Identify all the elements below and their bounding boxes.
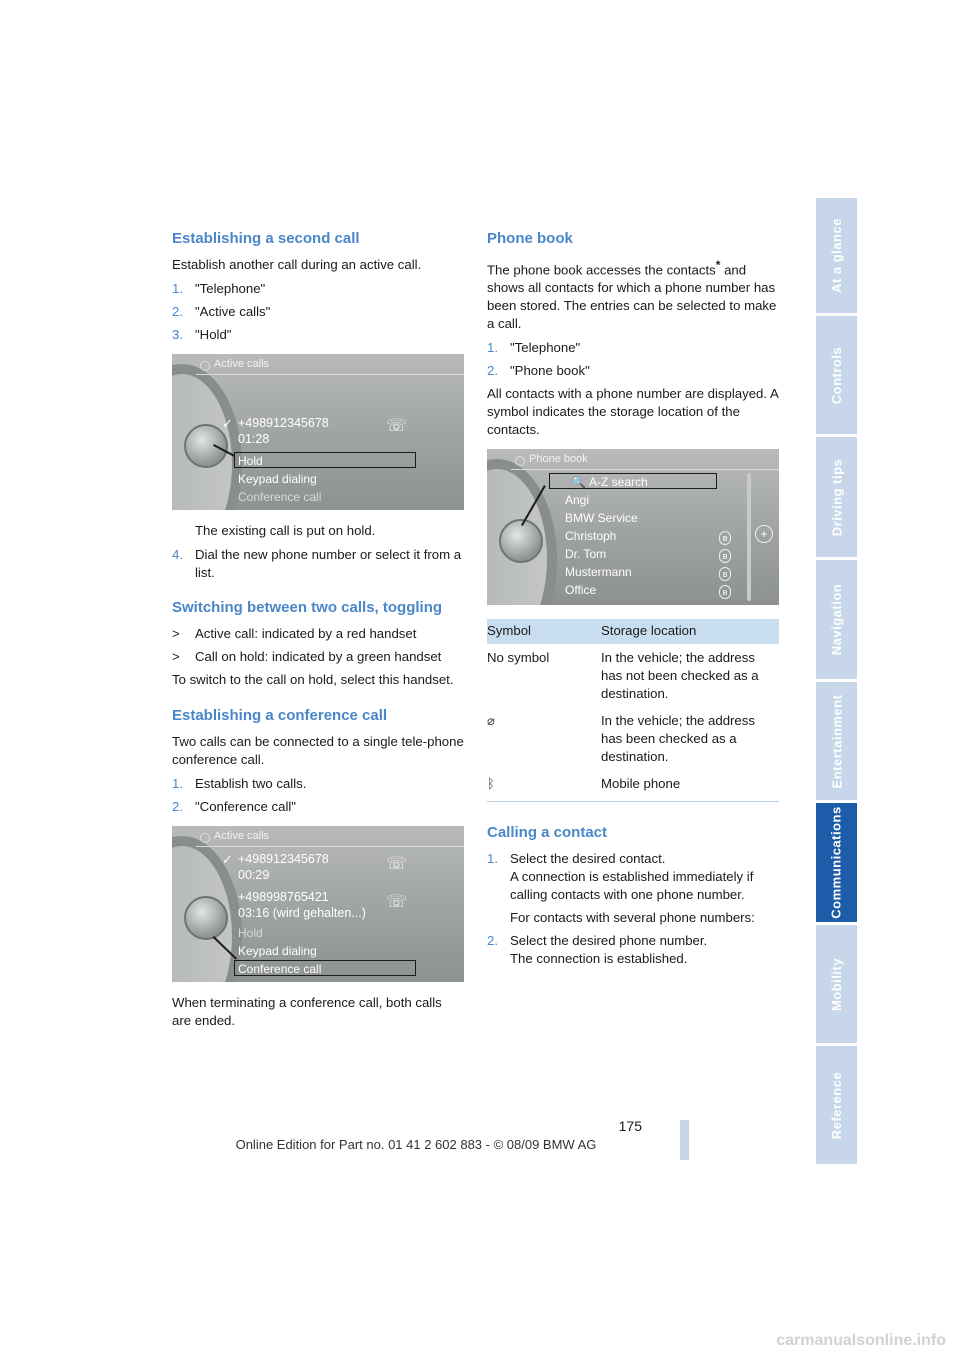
- table-header: Storage location: [601, 619, 779, 644]
- tab-mobility[interactable]: Mobility: [816, 925, 857, 1043]
- phone-book-screenshot: [487, 449, 779, 605]
- step-item: 2. "Conference call": [172, 799, 296, 814]
- mobile-phone-icon: ʙ: [719, 549, 731, 563]
- table-row: [487, 644, 779, 707]
- call-number: +498912345678: [238, 852, 329, 866]
- table-row: [487, 770, 779, 802]
- call-time: 00:29: [238, 868, 270, 882]
- table-cell: No symbol: [487, 650, 550, 666]
- destination-checked-icon: ⌀: [487, 713, 495, 729]
- step-item: 1. "Telephone": [487, 340, 581, 356]
- note-text: The existing call is put on hold.: [195, 523, 376, 538]
- tab-reference[interactable]: Reference: [816, 1046, 857, 1164]
- step-item: 1. Establish two calls.: [172, 776, 307, 791]
- contact-entry: Christoph: [565, 529, 617, 544]
- handset-icon: ☏: [386, 892, 408, 911]
- screen-title: Active calls: [214, 358, 270, 370]
- page-number: 175: [618, 1118, 642, 1134]
- az-search: A-Z search: [589, 475, 648, 490]
- table-row: [487, 707, 779, 770]
- intro-text: Two calls can be connected to a single tele-phone conference call.: [172, 734, 464, 767]
- screen-title: Active calls: [214, 830, 270, 842]
- controller-knob-icon: [184, 896, 228, 940]
- phone-book-intro: The phone book accesses the contacts* and shows all contacts for which a phone number has been stored. The entries can be selected to make a call.: [487, 258, 777, 332]
- handset-icon: ☏: [386, 854, 408, 873]
- screen-title: Phone book: [529, 453, 588, 466]
- contact-entry: Mustermann: [565, 565, 632, 580]
- table-cell: In the vehicle; the address has been checked as a destination.: [601, 713, 755, 765]
- section-title-toggling: Switching between two calls, toggling: [172, 599, 443, 616]
- contact-entry: Office: [565, 583, 597, 598]
- section-title-phone-book: Phone book: [487, 230, 573, 247]
- step-item: 1. Select the desired contact. A connection is established immediately if calling contacts with one phone number.: [487, 851, 754, 903]
- contact-entry: BMW Service: [565, 511, 638, 526]
- menu-item-hold: Hold: [238, 454, 263, 468]
- table-header: Symbol: [487, 619, 601, 644]
- menu-item-hold: Hold: [238, 926, 263, 940]
- tab-controls[interactable]: Controls: [816, 316, 857, 434]
- table-cell: In the vehicle; the address has not been checked as a destination.: [601, 650, 759, 702]
- tab-entertainment[interactable]: Entertainment: [816, 682, 857, 800]
- mobile-phone-icon: ᛒ: [487, 776, 495, 792]
- search-icon: 🔍: [571, 475, 586, 490]
- chapter-tabs: [816, 198, 857, 1167]
- tab-navigation[interactable]: Navigation: [816, 560, 857, 679]
- table-header-row: [487, 619, 779, 644]
- contact-entry: Angi: [565, 493, 590, 508]
- section-title-conference: Establishing a conference call: [172, 707, 388, 724]
- tab-driving-tips[interactable]: Driving tips: [816, 437, 857, 557]
- left-column: [172, 228, 464, 1036]
- section-title-second-call: Establishing a second call: [172, 230, 360, 247]
- conference-end-text: When terminating a conference call, both calls are ended.: [172, 995, 442, 1028]
- menu-item-keypad: Keypad dialing: [238, 472, 317, 486]
- active-calls-screenshot: [172, 354, 464, 510]
- scrollbar: [747, 473, 751, 601]
- call-time: 03:16 (wird gehalten...): [238, 906, 366, 920]
- tab-at-a-glance[interactable]: At a glance: [816, 198, 857, 313]
- check-icon: ✓: [222, 416, 233, 431]
- check-icon: ✓: [222, 852, 233, 867]
- watermark: carmanualsonline.info: [776, 1332, 946, 1349]
- step-item: 2. "Phone book": [487, 363, 590, 379]
- toggle-text: To switch to the call on hold, select this handset.: [172, 672, 454, 687]
- plus-icon: +: [755, 525, 773, 543]
- step-item: 2. "Active calls": [172, 304, 271, 319]
- mobile-phone-icon: ʙ: [719, 567, 731, 581]
- bullet-item: > Call on hold: indicated by a green handset: [172, 649, 442, 664]
- handset-icon: ☏: [386, 416, 408, 435]
- step-item: 2. Select the desired phone number. The connection is established.: [487, 933, 708, 967]
- sub-text: For contacts with several phone numbers:: [510, 910, 755, 926]
- call-number: +498998765421: [238, 890, 329, 904]
- step-item: 1. "Telephone": [172, 281, 266, 296]
- table-cell: Mobile phone: [601, 770, 779, 802]
- call-time: 01:28: [238, 432, 270, 446]
- contact-entry: Dr. Tom: [565, 547, 607, 562]
- symbol-table: [487, 619, 779, 802]
- footer: Online Edition for Part no. 01 41 2 602 883 - © 08/09 BMW AG: [235, 1137, 597, 1152]
- call-number: +498912345678: [238, 416, 329, 430]
- conference-screenshot: [172, 826, 464, 982]
- step-item: 3. "Hold": [172, 327, 232, 342]
- menu-item-keypad: Keypad dialing: [238, 944, 317, 958]
- intro-text: Establish another call during an active call.: [172, 257, 422, 272]
- mobile-phone-icon: ʙ: [719, 531, 731, 545]
- tab-communications[interactable]: Communications: [816, 803, 857, 922]
- bullet-item: > Active call: indicated by a red handset: [172, 626, 417, 641]
- mobile-phone-icon: ʙ: [719, 585, 731, 599]
- right-column: [487, 228, 779, 973]
- contacts-text: All contacts with a phone number are displayed. A symbol indicates the storage location of the contacts.: [487, 386, 779, 438]
- step-item: 4. Dial the new phone number or select it from a list.: [172, 547, 462, 580]
- menu-item-conference: Conference call: [238, 490, 322, 504]
- menu-item-conference: Conference call: [238, 962, 322, 976]
- section-title-calling-contact: Calling a contact: [487, 824, 608, 842]
